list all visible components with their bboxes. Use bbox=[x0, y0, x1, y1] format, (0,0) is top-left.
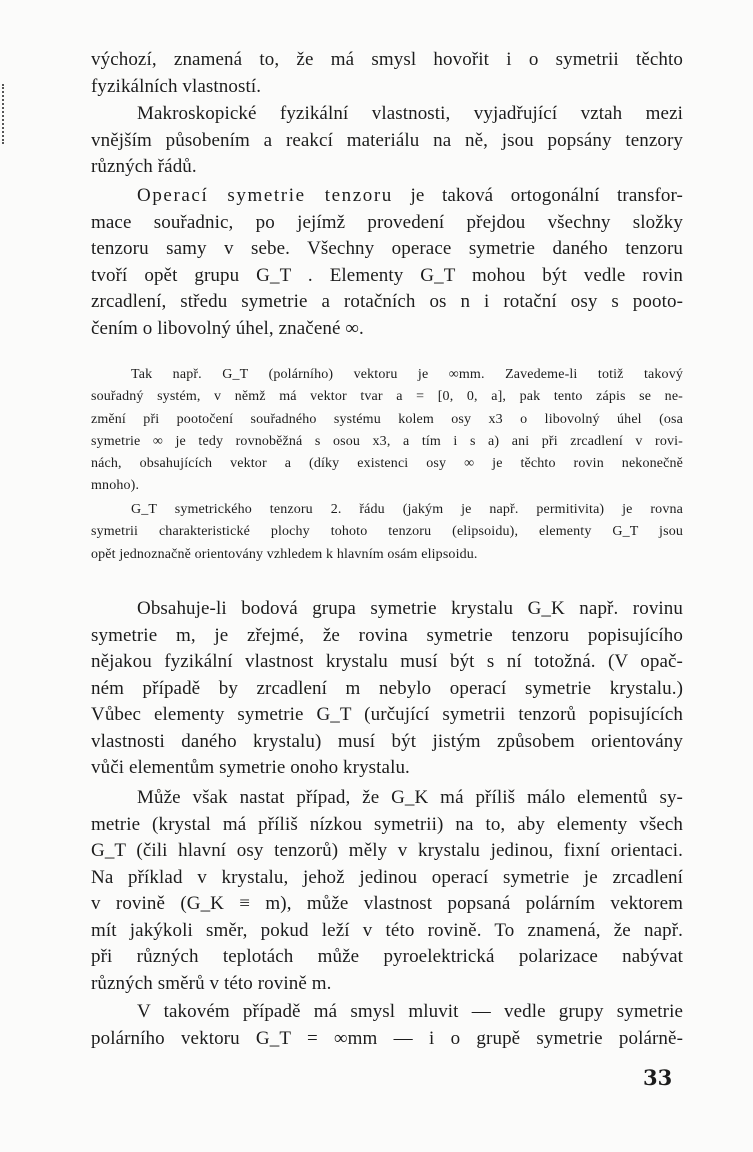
text-line: polárního vektoru G_T = ∞mm — i o grupě symetrie polárně- bbox=[91, 1027, 683, 1049]
note-line: symetrie ∞ je tedy rovnoběžná s osou x3, a tím i s a) ani při zrcadlení v rovi- bbox=[91, 433, 683, 449]
text-line: Vůbec elementy symetrie G_T (určující symetrii tenzorů popisujících bbox=[91, 704, 683, 725]
emphasis-term: Operací symetrie tenzoru bbox=[137, 185, 393, 206]
text-line: čením o libovolný úhel, značené ∞. bbox=[91, 317, 364, 339]
text-line: Může však nastat případ, že G_K má příliš málo elementů sy- bbox=[137, 787, 683, 808]
note-line: Tak např. G_T (polárního) vektoru je ∞mm. Zavedeme-li totiž takový bbox=[131, 367, 683, 382]
text-line: v rovině (G_K ≡ m), může vlastnost popsaná polárním vektorem bbox=[91, 893, 683, 914]
text-line: Na příklad v krystalu, jehož jedinou operací symetrie je zrcadlení bbox=[91, 866, 683, 888]
binding-edge-mark bbox=[2, 84, 10, 144]
text-line: vlastnosti daného krystalu) musí být jistým způsobem orientovány bbox=[91, 730, 683, 752]
paragraph-6 bbox=[91, 999, 683, 1052]
paragraph-3 bbox=[91, 183, 683, 342]
page-number: 33 bbox=[643, 1065, 673, 1090]
text-line: symetrie m, je zřejmé, že rovina symetrie tenzoru popisujícího bbox=[91, 624, 683, 646]
text-line: mít jakýkoli směr, pokud leží v této rovině. To znamená, že např. bbox=[91, 919, 683, 941]
note-line: souřadný systém, v němž má vektor tvar a = [0, 0, a], pak tento zápis se ne- bbox=[91, 389, 683, 405]
note-line: opět jednoznačně orientovány vzhledem k hlavním osám elipsoidu. bbox=[91, 546, 478, 562]
paragraph-5 bbox=[91, 785, 683, 997]
text-line: tvoří opět grupu G_T . Elementy G_T mohou být vedle rovin bbox=[91, 264, 683, 286]
paragraph-1 bbox=[91, 47, 683, 100]
text-line bbox=[91, 183, 683, 210]
note-line: mnoho). bbox=[91, 478, 140, 494]
note-line: symetrii charakteristické plochy tohoto tenzoru (elipsoidu), elementy G_T jsou bbox=[91, 524, 683, 540]
text-line: vůči elementům symetrie onoho krystalu. bbox=[91, 757, 410, 778]
text-line: zrcadlení, středu symetrie a rotačních os n i rotační osy s pooto- bbox=[91, 291, 683, 312]
note-1 bbox=[91, 364, 683, 498]
note-line: G_T symetrického tenzoru 2. řádu (jakým je např. permitivita) je rovna bbox=[131, 502, 683, 517]
text-line: mace souřadnic, po jejímž provedení přejdou všechny složky bbox=[91, 211, 683, 233]
paragraph-2 bbox=[91, 101, 683, 181]
text-line: různých řádů. bbox=[91, 156, 197, 177]
paragraph-4 bbox=[91, 596, 683, 782]
text-fragment: je taková ortogonální transfor- bbox=[410, 185, 683, 206]
note-line: změní při pootočení souřadného systému kolem osy x3 o libovolný úhel (osa bbox=[91, 411, 683, 427]
text-line: ném případě by zrcadlení m nebylo operací symetrie krystalu.) bbox=[91, 677, 683, 699]
text-line: Makroskopické fyzikální vlastnosti, vyjadřující vztah mezi bbox=[137, 103, 683, 124]
note-line: nách, obsahujících vektor a (díky existenci osy ∞ je těchto rovin nekonečně bbox=[91, 456, 683, 472]
text-line: tenzoru samy v sebe. Všechny operace symetrie daného tenzoru bbox=[91, 238, 683, 259]
text-line: G_T (čili hlavní osy tenzorů) měly v krystalu jedinou, fixní orientaci. bbox=[91, 840, 683, 861]
note-2 bbox=[91, 499, 683, 566]
text-line: různých směrů v této rovině m. bbox=[91, 972, 332, 994]
text-line: V takovém případě má smysl mluvit — vedle grupy symetrie bbox=[137, 1001, 683, 1022]
text-line: při různých teplotách může pyroelektrická polarizace nabývat bbox=[91, 946, 683, 967]
text-line: Obsahuje-li bodová grupa symetrie krystalu G_K např. rovinu bbox=[137, 598, 683, 619]
text-line: nějakou fyzikální vlastnost krystalu musí být s ní totožná. (V opač- bbox=[91, 651, 683, 672]
text-line: fyzikálních vlastností. bbox=[91, 75, 262, 97]
text-line: výchozí, znamená to, že má smysl hovořit i o symetrii těchto bbox=[91, 49, 683, 70]
text-line: vnějším působením a reakcí materiálu na ně, jsou popsány tenzory bbox=[91, 129, 683, 151]
text-line: metrie (krystal má příliš nízkou symetrii) na to, aby elementy všech bbox=[91, 813, 683, 835]
